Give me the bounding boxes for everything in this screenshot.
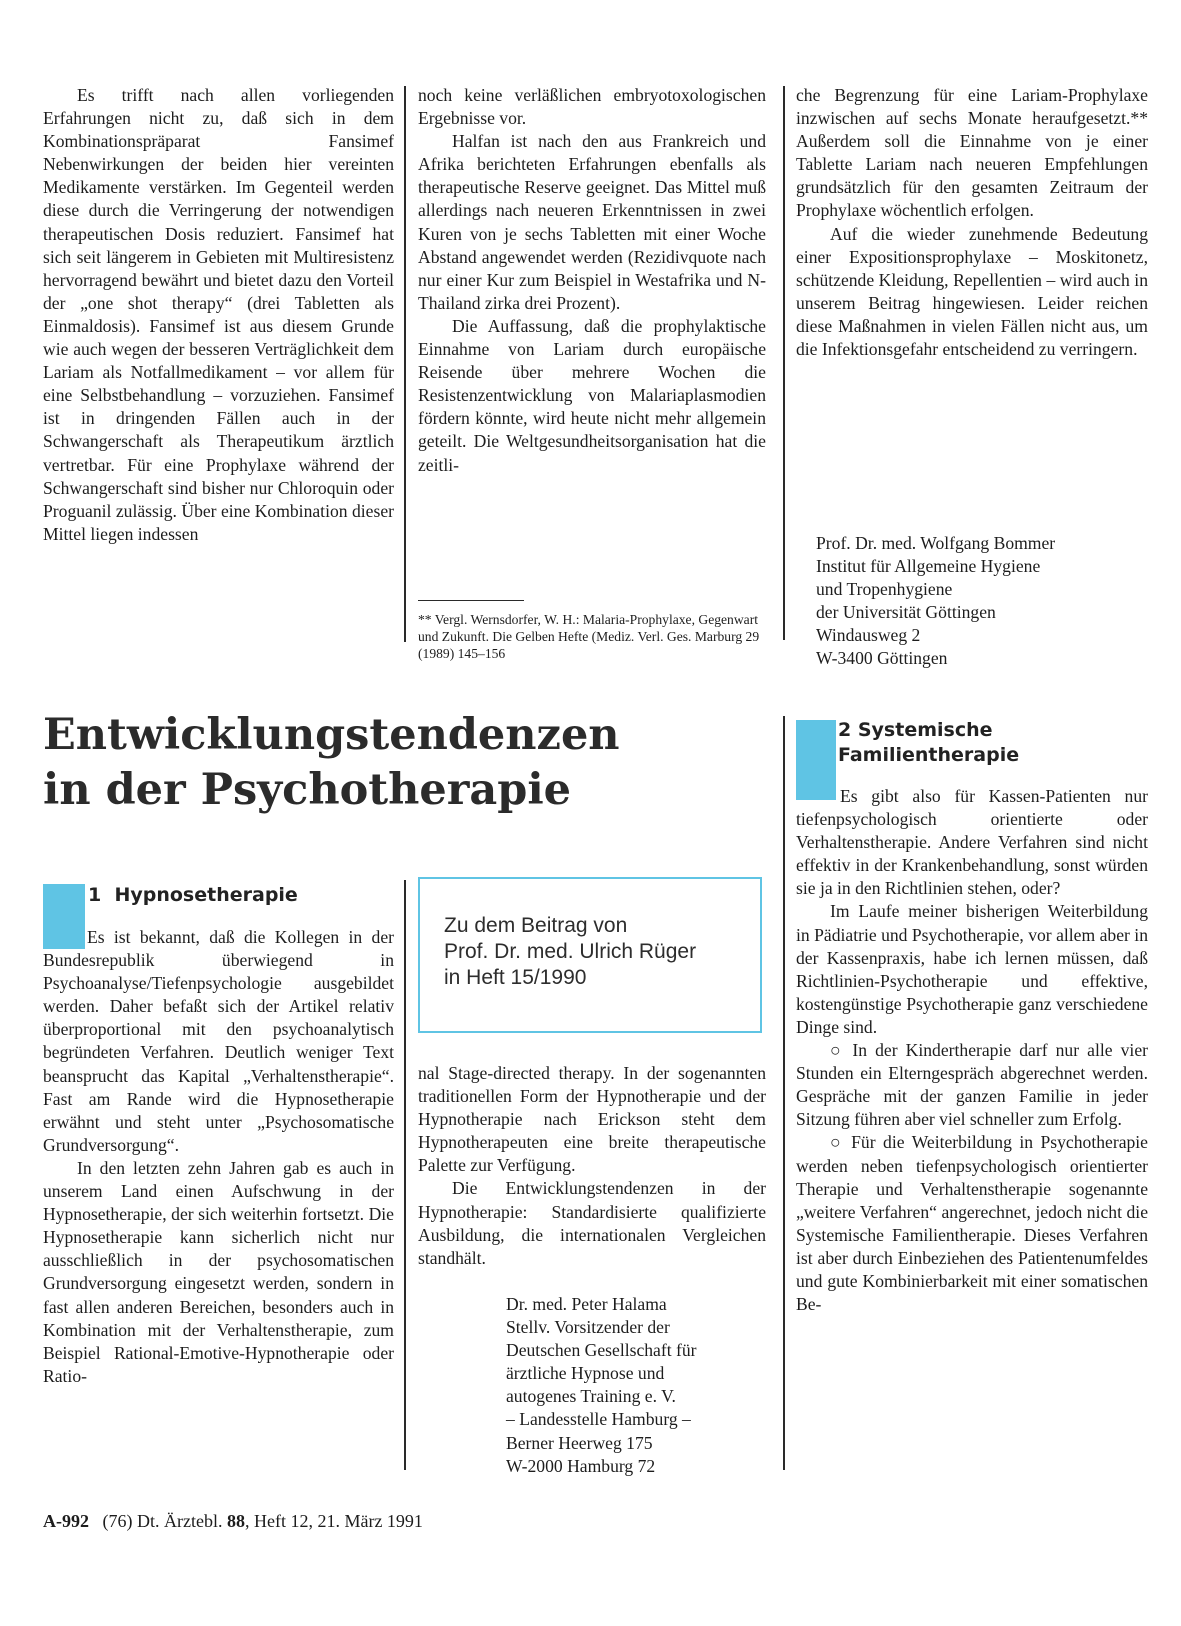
top-column-3	[796, 84, 1148, 361]
paragraph: Es gibt also für Kassen-Patienten nur tiefenpsychologisch orientierte oder Verhaltenstherapie. Andere Verfahren sind nicht effektiv in der Krankenbehandlung, sonst würden sie ja in den Richtlinien stehen, oder?	[796, 786, 1148, 899]
section-1-column-2	[418, 1062, 766, 1270]
footnote: ** Vergl. Wernsdorfer, W. H.: Malaria-Prophylaxe, Gegenwart und Zukunft. Die Gelben Hefte (Mediz. Verl. Ges. Marburg 29 (1989) 145–156	[418, 612, 760, 662]
paragraph: ○ Für die Weiterbildung in Psychotherapie werden neben tiefenpsychologisch orientierter Therapie und Verhaltenstherapie sogenannte „weitere Verfahren“ angerechnet, jedoch nicht die Systemische Familientherapie. Dieses Verfahren ist aber durch Einbeziehen des Patientenumfeldes und gute Kombinierbarkeit mit einer somatischen Be-	[796, 1132, 1148, 1315]
page-number: A-992	[43, 1511, 89, 1531]
page-footer: A-992 (76) Dt. Ärztebl. 88, Heft 12, 21. März 1991	[43, 1511, 423, 1531]
column-divider	[404, 86, 406, 642]
paragraph: ○ In der Kindertherapie darf nur alle vier Stunden ein Elterngespräch abgerechnet werden. Gespräche mit der ganzen Familie in jeder Sitzung führen aber viel schneller zum Erfolg.	[796, 1040, 1148, 1130]
paragraph: Es ist bekannt, daß die Kollegen in der Bundesrepublik überwiegend in Psychoanalyse/Tiefenpsychologie ausgebildet werden. Daher befaßt sich der Artikel relativ überproportional mit den psychoanalytisch begründeten Verfahren. Deutlich weniger Text beansprucht das Kapital „Verhaltenstherapie“. Fast am Rande wird die Hypnosetherapie erwähnt und steht unter „Psychosomatische Grundversorgung“.	[43, 927, 394, 1155]
paragraph: Die Auffassung, daß die prophylaktische Einnahme von Lariam durch europäische Reisende über mehrere Wochen die Resistenzentwicklung von Malariaplasmodien fördern könnte, wird heute nicht mehr allgemein geteilt. Die Weltgesundheitsorganisation hat die zeitli-	[418, 315, 766, 475]
reference-callout: Zu dem Beitrag von Prof. Dr. med. Ulrich Rüger in Heft 15/1990	[418, 877, 762, 1033]
paragraph: Es trifft nach allen vorliegenden Erfahrungen nicht zu, daß sich in dem Kombinationspräparat Fansimef Nebenwirkungen der beiden hier vereinten Medikamente verstärken. Im Gegenteil werden diese durch die Verringerung der notwendigen therapeutischen Dosis reduziert. Fansimef hat sich seit längerem in Gebieten mit Multiresistenz hervorragend bewährt und bietet dazu den Vorteil der „one shot therapy“ (drei Tabletten als Einmaldosis). Fansimef ist aus diesem Grunde wie auch wegen der besseren Verträglichkeit dem Lariam als Notfallmedikament – vor allem für eine Selbstbehandlung – vorzuziehen. Fansimef ist in dringenden Fällen auch in der Schwangerschaft als Therapeutikum ärztlich vertretbar. Für eine Prophylaxe während der Schwangerschaft sind bisher nur Chloroquin oder Proguanil zulässig. Über eine Kombination dieser Mittel liegen indessen	[43, 85, 394, 544]
paragraph: Im Laufe meiner bisherigen Weiterbildung in Pädiatrie und Psychotherapie, vor allem aber in der Kassenpraxis, habe ich lernen müssen, daß Richtlinien-Psychotherapie und effektive, kostengünstige Psychotherapie ganz verschiedene Dinge sind.	[796, 901, 1148, 1037]
column-divider	[783, 716, 785, 1470]
paragraph: Halfan ist nach den aus Frankreich und Afrika berichteten Erfahrungen ebenfalls als therapeutische Reserve geeignet. Das Mittel muß allerdings nach neueren Erkenntnissen in zwei Kuren von je sechs Tabletten mit einer Woche Abstand angewendet werden (Rezidivquote nach nur einer Kur zum Beispiel in Westafrika und N-Thailand zirka drei Prozent).	[418, 131, 766, 313]
paragraph: noch keine verläßlichen embryotoxologischen Ergebnisse vor.	[418, 85, 766, 129]
page-headline: Entwicklungstendenzen in der Psychotherapie	[43, 710, 620, 815]
author-address-halama: Dr. med. Peter Halama Stellv. Vorsitzender der Deutschen Gesellschaft für ärztliche Hypnose und autogenes Training e. V. – Landesstelle Hamburg – Berner Heerweg 175 W-2000 Hamburg 72	[506, 1294, 697, 1476]
author-address-bommer: Prof. Dr. med. Wolfgang Bommer Institut für Allgemeine Hygiene und Tropenhygiene der Universität Göttingen Windausweg 2 W-3400 Göttingen	[816, 533, 1056, 669]
paragraph: che Begrenzung für eine Lariam-Prophylaxe inzwischen auf sechs Monate heraufgesetzt.** Außerdem soll die Einnahme von je einer Tablette Lariam nach neueren Empfehlungen grundsätzlich für den gesamten Zeitraum der Prophylaxe wöchentlich erfolgen.	[796, 85, 1148, 221]
section-2-heading: 2 Systemische Familientherapie	[838, 719, 1020, 766]
top-column-2	[418, 84, 766, 477]
paragraph: Die Entwicklungstendenzen in der Hypnotherapie: Standardisierte qualifizierte Ausbildung, die internationalen Vergleichen standhält.	[418, 1178, 766, 1268]
section-1-column	[43, 926, 394, 1388]
section-1-heading: 1 Hypnosetherapie	[88, 884, 298, 906]
section-2-column	[796, 785, 1148, 1316]
paragraph: nal Stage-directed therapy. In der sogenannten traditionellen Form der Hypnotherapie und der Hypnotherapie nach Erickson steht dem Hypnotherapeuten eine breite therapeutische Palette zur Verfügung.	[418, 1063, 766, 1176]
top-column-1	[43, 84, 394, 546]
column-divider	[404, 880, 406, 1470]
paragraph: In den letzten zehn Jahren gab es auch in unserem Land einen Aufschwung in der Hypnosetherapie, der sich weiterhin fortsetzt. Die Hypnosetherapie kann sicherlich nicht nur ausschließlich in der psychosomatischen Grundversorgung eingesetzt werden, sondern in fast allen anderen Bereichen, besonders auch in Kombination mit der Verhaltenstherapie, zum Beispiel Rational-Emotive-Hypnotherapie oder Ratio-	[43, 1157, 394, 1386]
footnote-rule	[418, 600, 524, 601]
paragraph: Auf die wieder zunehmende Bedeutung einer Expositionsprophylaxe – Moskitonetz, schützende Kleidung, Repellentien – wird auch in unserem Beitrag hingewiesen. Leider reichen diese Maßnahmen in vielen Fällen nicht aus, um die Infektionsgefahr entscheidend zu verringern.	[796, 223, 1148, 360]
column-divider	[783, 86, 785, 640]
